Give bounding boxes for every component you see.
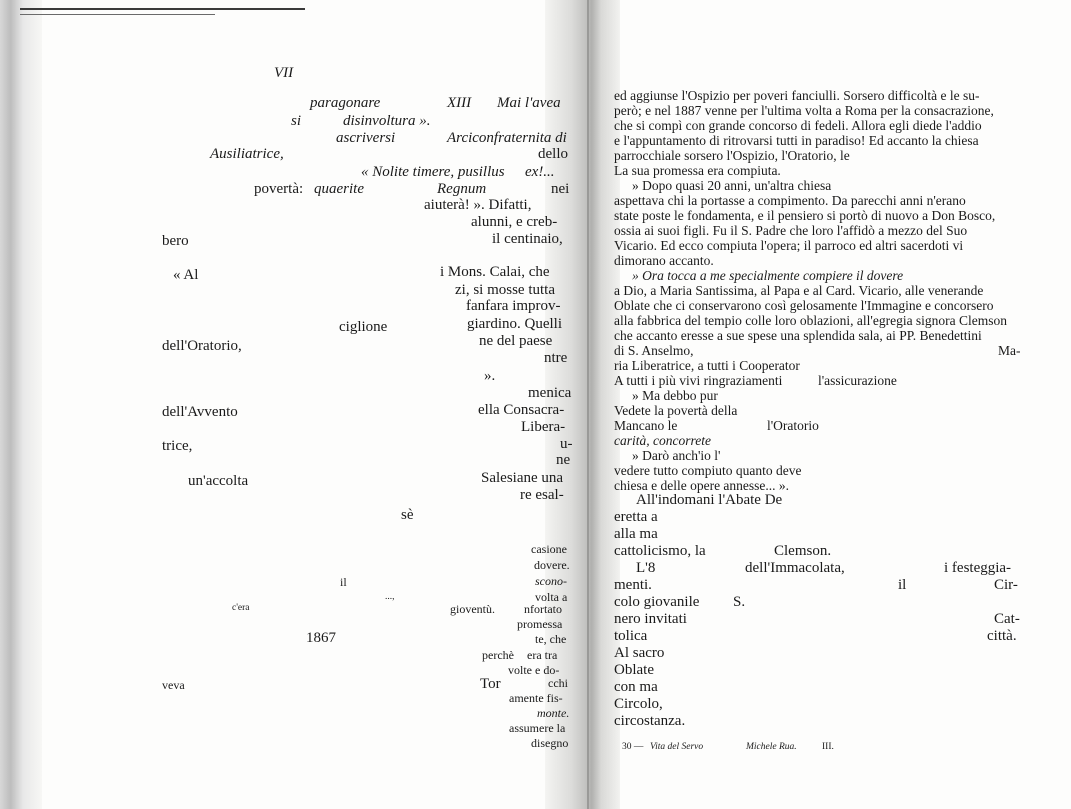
top-rule-secondary <box>20 14 215 15</box>
text-line: con ma <box>614 679 658 695</box>
text-line: che accanto eresse a sue spese una splendida sala, ai PP. Benedettini <box>614 328 982 343</box>
text-line: All'indomani l'Abate De <box>636 492 783 508</box>
text-line: che si compì con grande concorso di fedeli. Allora egli diede l'addio <box>614 118 982 133</box>
text-line: Cat- <box>994 611 1020 627</box>
text-fragment: fanfara improv- <box>466 298 561 314</box>
text-line: parrocchiale sorsero l'Ospizio, l'Oratorio, le <box>614 148 850 163</box>
text-fragment: dell'Avvento <box>162 404 238 420</box>
text-line: Mancano le <box>614 418 678 433</box>
text-line: colo giovanile <box>614 594 700 610</box>
text-fragment: casione <box>531 542 567 556</box>
text-line: a Dio, a Maria Santissima, al Papa e al Card. Vicario, alle venerande <box>614 283 984 298</box>
text-line: La sua promessa era compiuta. <box>614 163 781 178</box>
text-fragment: assumere la <box>509 721 566 735</box>
text-fragment: dell'Oratorio, <box>162 338 242 354</box>
footer-name: Michele Rua. <box>746 742 797 752</box>
text-fragment: Regnum <box>437 181 487 197</box>
text-fragment: Ausiliatrice, <box>210 146 284 162</box>
text-line: dimorano accanto. <box>614 253 714 268</box>
text-line: » Darò anch'io l' <box>632 448 721 463</box>
text-line: Oblate <box>614 662 654 678</box>
text-fragment: gioventù. <box>450 602 495 616</box>
text-line: l'Oratorio <box>767 418 819 433</box>
text-line: città. <box>987 628 1017 644</box>
center-gutter-line <box>587 0 589 809</box>
text-line: S. <box>733 594 746 610</box>
text-fragment: povertà: <box>254 181 304 197</box>
top-rule <box>20 8 305 10</box>
text-line: i festeggia- <box>944 560 1012 576</box>
text-line: L'8 <box>636 560 656 576</box>
text-fragment: si <box>291 113 302 129</box>
text-fragment: « Al <box>173 267 199 283</box>
text-line: Cir- <box>994 577 1018 593</box>
text-fragment: monte. <box>537 706 570 720</box>
text-line: eretta a <box>614 509 658 525</box>
text-line: Clemson. <box>774 543 832 559</box>
text-fragment: « Nolite timere, pusillus <box>361 164 505 180</box>
text-line: il <box>898 577 907 593</box>
text-fragment: sè <box>401 507 414 523</box>
text-fragment: u- <box>560 436 573 452</box>
text-fragment: un'accolta <box>188 473 249 489</box>
text-line: state poste le fondamenta, e il pensiero si portò di nuovo a Don Bosco, <box>614 208 996 223</box>
text-fragment: disinvoltura ». <box>343 113 431 129</box>
text-fragment: Libera- <box>521 419 566 435</box>
text-fragment: amente fis- <box>509 691 563 705</box>
footer-page-number: 30 — <box>622 742 644 752</box>
text-fragment: ascriversi <box>336 130 396 146</box>
text-line: ria Liberatrice, a tutti i Cooperator <box>614 358 800 373</box>
text-fragment: ciglione <box>339 319 388 335</box>
text-line: Circolo, <box>614 696 663 712</box>
left-binding-shadow <box>0 0 42 809</box>
text-line: » Ma debbo pur <box>632 388 718 403</box>
text-line: Vedete la povertà della <box>614 403 738 418</box>
text-line: ed aggiunse l'Ospizio per poveri fanciulli. Sorsero difficoltà e le su- <box>614 88 980 103</box>
text-line: però; e nel 1887 venne per l'ultima volta a Roma per la consacrazione, <box>614 103 994 118</box>
text-line: cattolicismo, la <box>614 543 706 559</box>
text-line: e l'appuntamento di ritrovarsi tutti in paradiso! Ed accanto la chiesa <box>614 133 979 148</box>
text-line: A tutti i più vivi ringraziamenti <box>614 373 783 388</box>
text-fragment: volte e do- <box>508 663 560 677</box>
text-fragment: zi, si mosse tutta <box>455 282 555 298</box>
text-fragment: Mai l'avea <box>497 95 561 111</box>
text-fragment: ex!... <box>525 164 555 180</box>
text-fragment: ne del paese <box>479 333 553 349</box>
text-fragment: cchi <box>548 676 568 690</box>
text-line: » Ora tocca a me specialmente compiere il dovere <box>632 268 904 283</box>
text-fragment: ». <box>484 368 496 384</box>
text-line: Al sacro <box>614 645 665 661</box>
text-fragment: il centinaio, <box>492 231 563 247</box>
text-fragment: disegno <box>531 736 569 750</box>
text-fragment: ..., <box>385 592 395 602</box>
text-fragment: volta a <box>535 590 568 604</box>
text-fragment: era tra <box>527 648 558 662</box>
text-line: menti. <box>614 577 652 593</box>
text-line: Oblate che ci conservarono così gelosamente l'Immagine e concorsero <box>614 298 994 313</box>
text-fragment: alunni, e creb- <box>471 214 558 230</box>
text-line: Vicario. Ed ecco compiuta l'opera; il parroco ed altri sacerdoti vi <box>614 238 964 253</box>
text-fragment: XIII <box>447 95 472 111</box>
footer-book-title: Vita del Servo <box>650 742 704 752</box>
text-line: nero invitati <box>614 611 687 627</box>
text-line: vedere tutto compiuto quanto deve <box>614 463 802 478</box>
text-line: alla fabbrica del tempio colle loro oblazioni, all'egregia signora Clemson <box>614 313 1008 328</box>
text-fragment: quaerite <box>314 181 364 197</box>
footer-volume: III. <box>822 742 834 752</box>
text-line: » Dopo quasi 20 anni, un'altra chiesa <box>632 178 832 193</box>
text-fragment: ne <box>556 452 571 468</box>
text-fragment: Arciconfraternita di <box>447 130 567 146</box>
text-fragment: perchè <box>482 648 514 662</box>
text-fragment: bero <box>162 233 189 249</box>
text-line: l'assicurazione <box>818 373 897 388</box>
text-fragment: il <box>340 575 347 589</box>
text-fragment: menica <box>528 385 572 401</box>
text-fragment: te, che <box>535 632 567 646</box>
text-fragment: trice, <box>162 438 193 454</box>
text-fragment: ella Consacra- <box>478 402 565 418</box>
text-fragment: re esal- <box>520 487 564 503</box>
text-fragment: dello <box>538 146 568 162</box>
text-fragment: ntre <box>544 350 568 366</box>
text-fragment: scono- <box>535 574 567 588</box>
text-fragment: i Mons. Calai, che <box>440 264 550 280</box>
text-line: dell'Immacolata, <box>745 560 845 576</box>
text-fragment: Tor <box>480 676 501 692</box>
text-line: aspettava chi la portasse a compimento. Da parecchi anni n'erano <box>614 193 966 208</box>
text-line: carità, concorrete <box>614 433 711 448</box>
text-line: tolica <box>614 628 648 644</box>
text-fragment: giardino. Quelli <box>467 316 562 332</box>
text-line: circostanza. <box>614 713 686 729</box>
text-fragment: veva <box>162 678 185 692</box>
text-fragment: dovere. <box>534 558 570 572</box>
text-fragment: nei <box>551 181 570 197</box>
text-fragment: aiuterà! ». Difatti, <box>424 197 532 213</box>
text-line: di S. Anselmo, <box>614 343 694 358</box>
chapter-heading: VII <box>274 65 294 81</box>
text-line: chiesa e delle opere annesse... ». <box>614 478 790 493</box>
text-fragment: promessa <box>517 617 563 631</box>
text-fragment: nfortato <box>524 602 562 616</box>
text-line: alla ma <box>614 526 658 542</box>
text-fragment: 1867 <box>306 630 336 646</box>
text-line: Ma- <box>998 343 1021 358</box>
text-line: ossia ai suoi figli. Fu il S. Padre che loro l'affidò a mezzo del Suo <box>614 223 968 238</box>
text-fragment: c'era <box>232 603 250 613</box>
text-fragment: Salesiane una <box>481 470 564 486</box>
text-fragment: paragonare <box>310 95 381 111</box>
